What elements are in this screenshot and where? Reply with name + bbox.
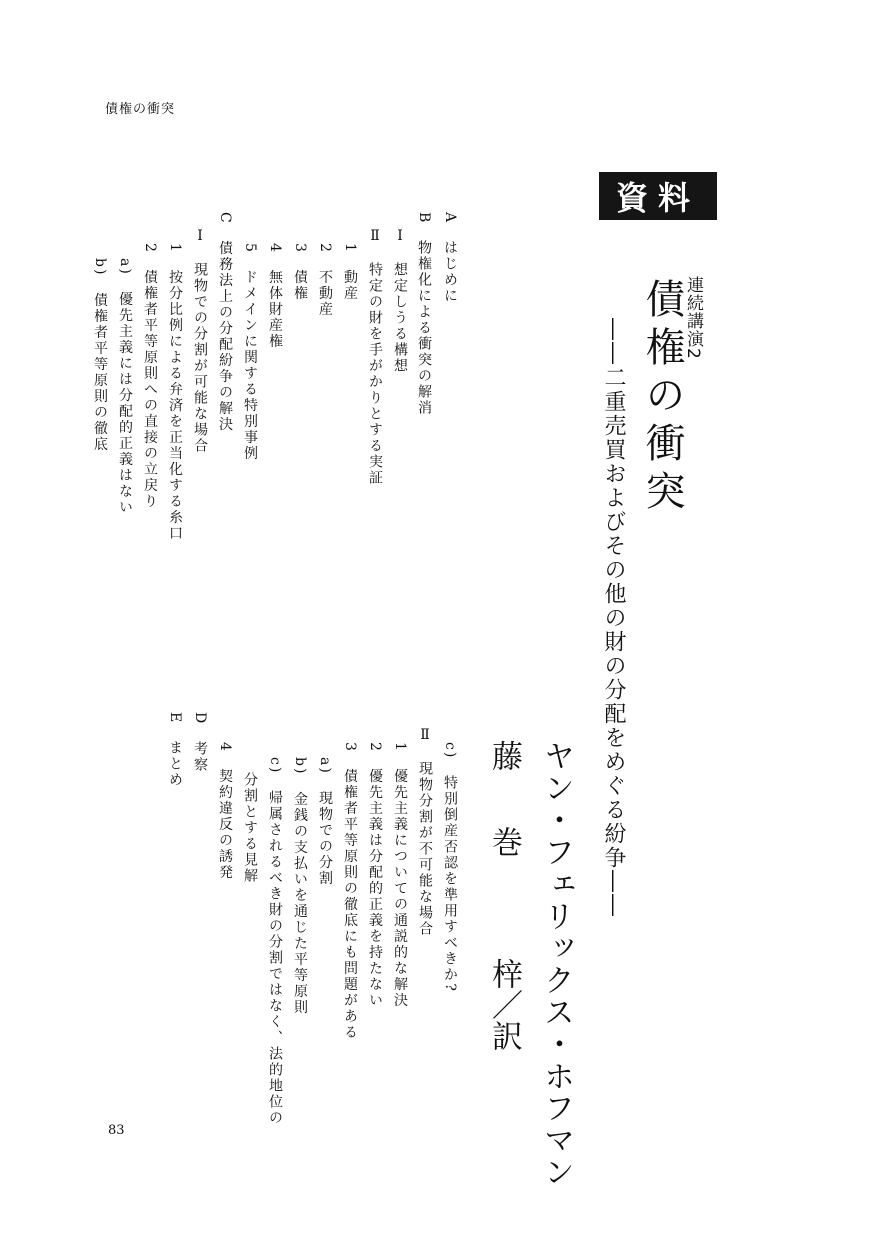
toc-entry <box>368 742 382 1009</box>
toc-entry <box>343 742 357 1041</box>
toc-entry <box>268 757 282 1126</box>
toc-mark: Ⅰ <box>192 228 208 246</box>
toc-text: はじめに <box>442 240 458 305</box>
toc-entry <box>93 258 107 452</box>
toc-entry <box>417 212 431 416</box>
toc-entry <box>168 243 182 542</box>
toc-text: 債権者平等原則の徹底にも問題がある <box>342 768 358 1041</box>
running-header: 債権の衝突 <box>105 102 176 117</box>
toc-text: 現物での分割 <box>317 790 333 887</box>
toc-mark: Ⅰ <box>392 228 408 246</box>
toc-text: 帰属されるべき財の分割ではなく、法的地位の <box>267 790 283 1127</box>
toc-text: 按分比例による弁済を正当化する糸口 <box>167 269 183 542</box>
toc-mark: C <box>217 212 233 225</box>
toc-entry <box>443 212 457 304</box>
toc-entry <box>418 727 432 937</box>
toc-mark: 4 <box>267 243 283 254</box>
toc-entry <box>243 772 257 884</box>
toc-entry <box>368 228 382 486</box>
toc-entry <box>318 243 332 318</box>
toc-mark: 2 <box>317 243 333 254</box>
toc-text: 無体財産権 <box>267 269 283 350</box>
toc-text: 特定の財を手がかりとする実証 <box>367 262 383 486</box>
toc-mark: D <box>192 712 208 726</box>
toc-mark: Ⅱ <box>417 727 433 745</box>
toc-entry <box>168 712 182 788</box>
toc-mark: 2 <box>367 742 383 753</box>
toc-text: 金銭の支払いを通じた平等原則 <box>292 791 308 1016</box>
toc-entry <box>293 243 307 302</box>
toc-mark: Ⅱ <box>367 228 383 246</box>
toc-mark: a) <box>117 258 133 276</box>
toc-mark: 1 <box>392 742 408 753</box>
toc-mark: b) <box>292 757 308 776</box>
toc-text: 想定しうる構想 <box>392 262 408 374</box>
toc-entry <box>243 243 257 462</box>
document-type-badge: 資料 <box>599 172 717 220</box>
toc-entry <box>118 258 132 516</box>
toc-text: 動産 <box>342 269 358 302</box>
page-title: 債権の衝突 <box>639 278 685 518</box>
toc-entry <box>318 757 332 887</box>
translator-credit: 梓／訳 <box>486 958 522 1051</box>
series-label: 連続講演2 <box>683 276 703 360</box>
toc-text: 債務法上の分配紛争の解決 <box>217 240 233 433</box>
toc-entry <box>193 228 207 454</box>
page-number: 83 <box>108 1123 125 1138</box>
toc-text: 優先主義は分配的正義を持たない <box>367 768 383 1009</box>
toc-entry <box>393 228 407 374</box>
toc-text: 債権者平等原則の徹底 <box>92 292 108 453</box>
author-name: ヤン・フェリックス・ホフマン <box>538 740 574 1188</box>
toc-mark: 1 <box>167 243 183 254</box>
toc-entry <box>218 742 232 881</box>
translator-name-part: 藤 <box>486 740 522 771</box>
toc-text: 現物分割が不可能な場合 <box>417 761 433 937</box>
toc-mark: 3 <box>292 243 308 254</box>
toc-text: 特別倒産否認を準用すべきか? <box>442 775 458 993</box>
toc-entry <box>393 742 407 1009</box>
toc-mark: c) <box>442 742 458 760</box>
toc-text: まとめ <box>167 740 183 789</box>
toc-text: 優先主義には分配的正義はない <box>117 291 133 516</box>
toc-entry <box>293 757 307 1015</box>
toc-text: ドメインに関する特別事例 <box>242 269 258 462</box>
toc-mark: 4 <box>217 742 233 753</box>
toc-mark: b) <box>92 258 108 277</box>
toc-text: 分割とする見解 <box>242 772 258 884</box>
toc-mark: B <box>416 212 432 225</box>
toc-mark: 2 <box>142 243 158 254</box>
toc-entry <box>143 243 157 510</box>
toc-text: 契約違反の誘発 <box>217 768 233 881</box>
toc-mark: a) <box>317 757 333 775</box>
toc-mark: 1 <box>342 243 358 254</box>
toc-mark: A <box>442 212 458 225</box>
translator-name-part: 巻 <box>486 826 522 857</box>
toc-entry <box>193 712 207 773</box>
toc-text: 優先主義についての通説的な解決 <box>392 768 408 1009</box>
toc-mark: 5 <box>242 243 258 254</box>
toc-entry <box>218 212 232 433</box>
toc-mark: E <box>167 712 183 725</box>
subtitle: ――二重売買およびその他の財の分配をめぐる紛争―― <box>601 318 626 918</box>
toc-text: 考察 <box>192 741 208 774</box>
toc-text: 債権 <box>292 269 308 302</box>
toc-mark: 3 <box>342 742 358 753</box>
toc-entry <box>343 243 357 302</box>
toc-text: 債権者平等原則への直接の立戻り <box>142 269 158 510</box>
toc-entry <box>268 243 282 350</box>
toc-entry <box>443 742 457 993</box>
toc-text: 現物での分割が可能な場合 <box>192 262 208 454</box>
toc-text: 物権化による衝突の解消 <box>416 240 432 417</box>
toc-mark: c) <box>267 757 283 775</box>
toc-text: 不動産 <box>317 269 333 318</box>
